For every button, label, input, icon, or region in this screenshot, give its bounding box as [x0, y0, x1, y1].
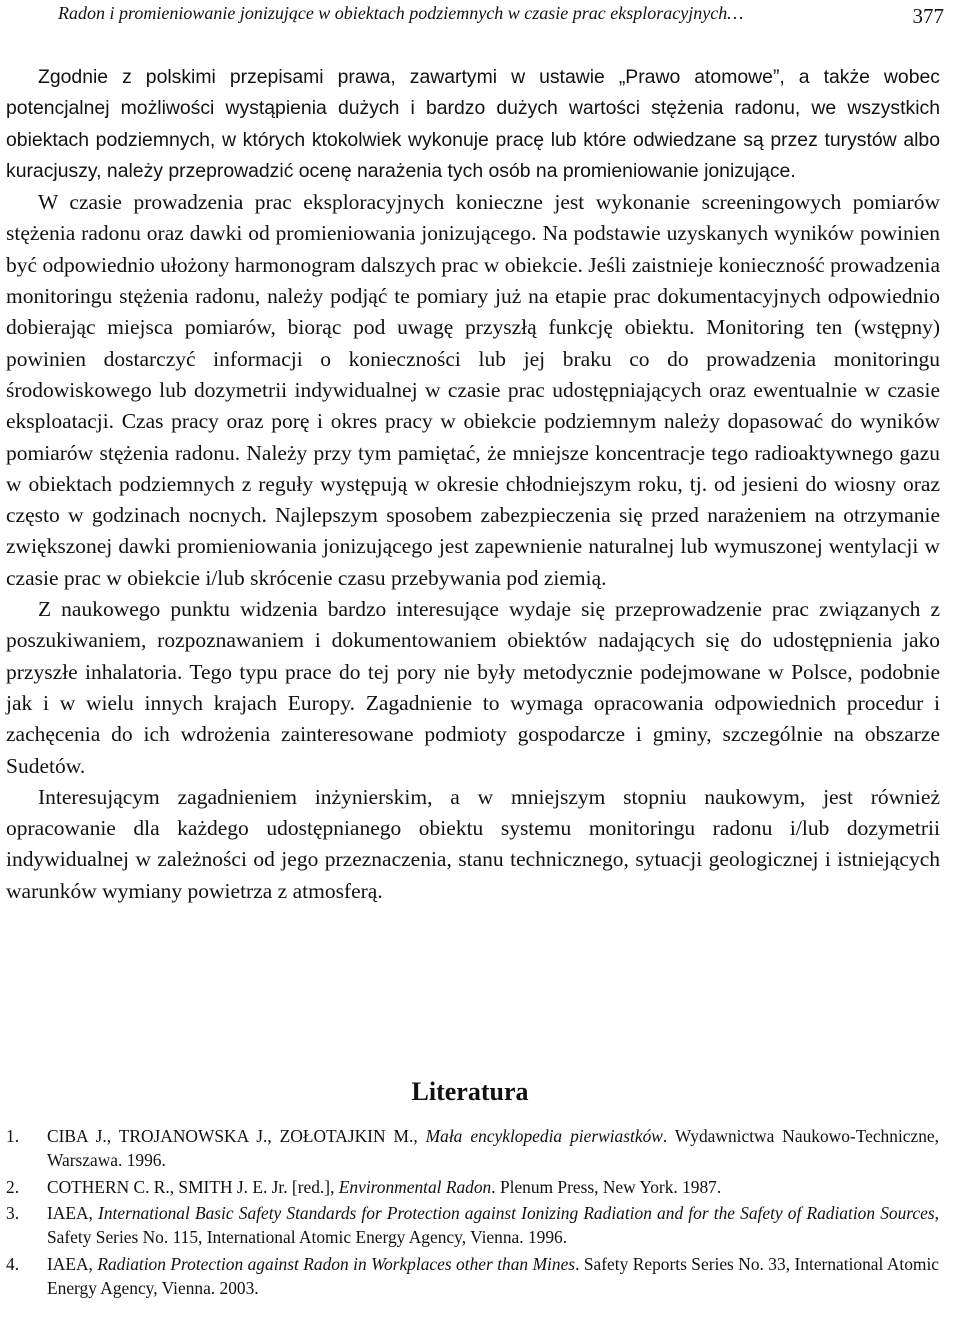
reference-title: Mała encyklopedia pierwiastków [425, 1126, 663, 1146]
reference-number: 4. [6, 1253, 20, 1274]
reference-item [6, 1253, 939, 1301]
paragraph-3: Z naukowego punktu widzenia bardzo interesujące wydaje się przeprowadzenie prac związanych z poszukiwaniem, rozpoznawaniem i dokumentowaniem obiektów nadających się do udostępnienia jako przyszłe inhalatoria. Tego typu prace do tej pory nie były metodycznie podejmowane w Polsce, podobnie jak i w wielu innych krajach Europy. Zagadnienie to wymaga opracowania odpowiednich procedur i zachęcenia do ich wdrożenia zainteresowane podmioty gospodarcze i gminy, szczególnie na obszarze Sudetów. [6, 597, 940, 778]
page-number: 377 [912, 4, 944, 28]
paragraph-2: W czasie prowadzenia prac eksploracyjnych konieczne jest wykonanie screeningowych pomiarów stężenia radonu oraz dawki od promieniowania jonizującego. Na podstawie uzyskanych wyników powinien być odpowiednio ułożony harmonogram dalszych prac w obiekcie. Jeśli zaistnieje konieczność prowadzenia monitoringu stężenia radonu, należy podjąć te pomiary już na etapie prac dokumentacyjnych odpowiednio dobierając miejsca pomiarów, biorąc pod uwagę przyszłą funkcję obiektu. Monitoring ten (wstępny) powinien dostarczyć informacji o konieczności lub jej braku co do prowadzenia monitoringu środowiskowego lub dozymetrii indywidualnej w czasie prac udostępniających oraz ewentualnie w czasie eksploatacji. Czas pracy oraz porę i okres pracy w obiekcie podziemnym należy dopasować do wyników pomiarów stężenia radonu. Należy przy tym pamiętać, że mniejsze koncentracje tego radioaktywnego gazu w obiektach podziemnych z reguły występują w okresie chłodniejszym roku, tj. od jesieni do wiosny oraz często w godzinach nocnych. Najlepszym sposobem zabezpieczenia się przed narażeniem na otrzymanie zwiększonej dawki promieniowania jonizującego jest zapewnienie naturalnej lub wymuszonej wentylacji w czasie prac w obiekcie i/lub skrócenie czasu przebywania pod ziemią. [6, 190, 940, 590]
reference-authors: IAEA, [47, 1203, 99, 1224]
running-title: Radon i promieniowanie jonizujące w obiektach podziemnych w czasie prac eksploracyjnych… [58, 3, 744, 23]
reference-publisher: , Safety Series No. 115, International Atomic Energy Agency, Vienna. 1996. [47, 1203, 939, 1248]
reference-item [6, 1202, 939, 1250]
reference-publisher: . Wydawnictwa Naukowo-Techniczne, Warszawa. 1996. [47, 1126, 939, 1170]
reference-title: Radiation Protection against Radon in Workplaces other than Mines [97, 1253, 576, 1274]
reference-number: 3. [6, 1203, 20, 1224]
reference-list [6, 1125, 939, 1304]
reference-number: 1. [6, 1126, 20, 1146]
running-header [58, 0, 944, 30]
reference-title: Environmental Radon [338, 1176, 492, 1197]
paragraph-1: Zgodnie z polskimi przepisami prawa, zawartymi w ustawie „Prawo atomowe”, a także wobec potencjalnej możliwości wystąpienia dużych i bardzo dużych wartości stężenia radonu, we wszystkich obiektach podziemnych, w których ktokolwiek wykonuje pracę lub które odwiedzane są przez turystów albo kuracjuszy, należy przeprowadzić ocenę narażenia tych osób na promieniowanie jonizujące. [6, 66, 940, 182]
reference-publisher: . Plenum Press, New York. 1987. [491, 1176, 722, 1197]
bibliography-heading: Literatura [411, 1077, 529, 1106]
body-text [6, 62, 940, 907]
reference-authors: CIBA J., TROJANOWSKA J., ZOŁOTAJKIN M., [47, 1126, 426, 1146]
reference-authors: IAEA, [47, 1253, 98, 1274]
reference-title: International Basic Safety Standards for Protection against Ionizing Radiation and for the Safety of Radiation Sources [98, 1203, 935, 1224]
reference-number: 2. [6, 1176, 20, 1197]
reference-authors: COTHERN C. R., SMITH J. E. Jr. [red.], [47, 1176, 339, 1197]
reference-publisher: . Safety Reports Series No. 33, International Atomic Energy Agency, Vienna. 2003. [47, 1253, 939, 1298]
reference-item [6, 1176, 939, 1200]
reference-item [6, 1125, 939, 1173]
paragraph-4: Interesującym zagadnieniem inżynierskim, a w mniejszym stopniu naukowym, jest również opracowanie dla każdego udostępnianego obiektu systemu monitoringu radonu i/lub dozymetrii indywidualnej w zależności od jego przeznaczenia, stanu technicznego, sytuacji geologicznej i istniejących warunków wymiany powietrza z atmosferą. [6, 784, 940, 903]
